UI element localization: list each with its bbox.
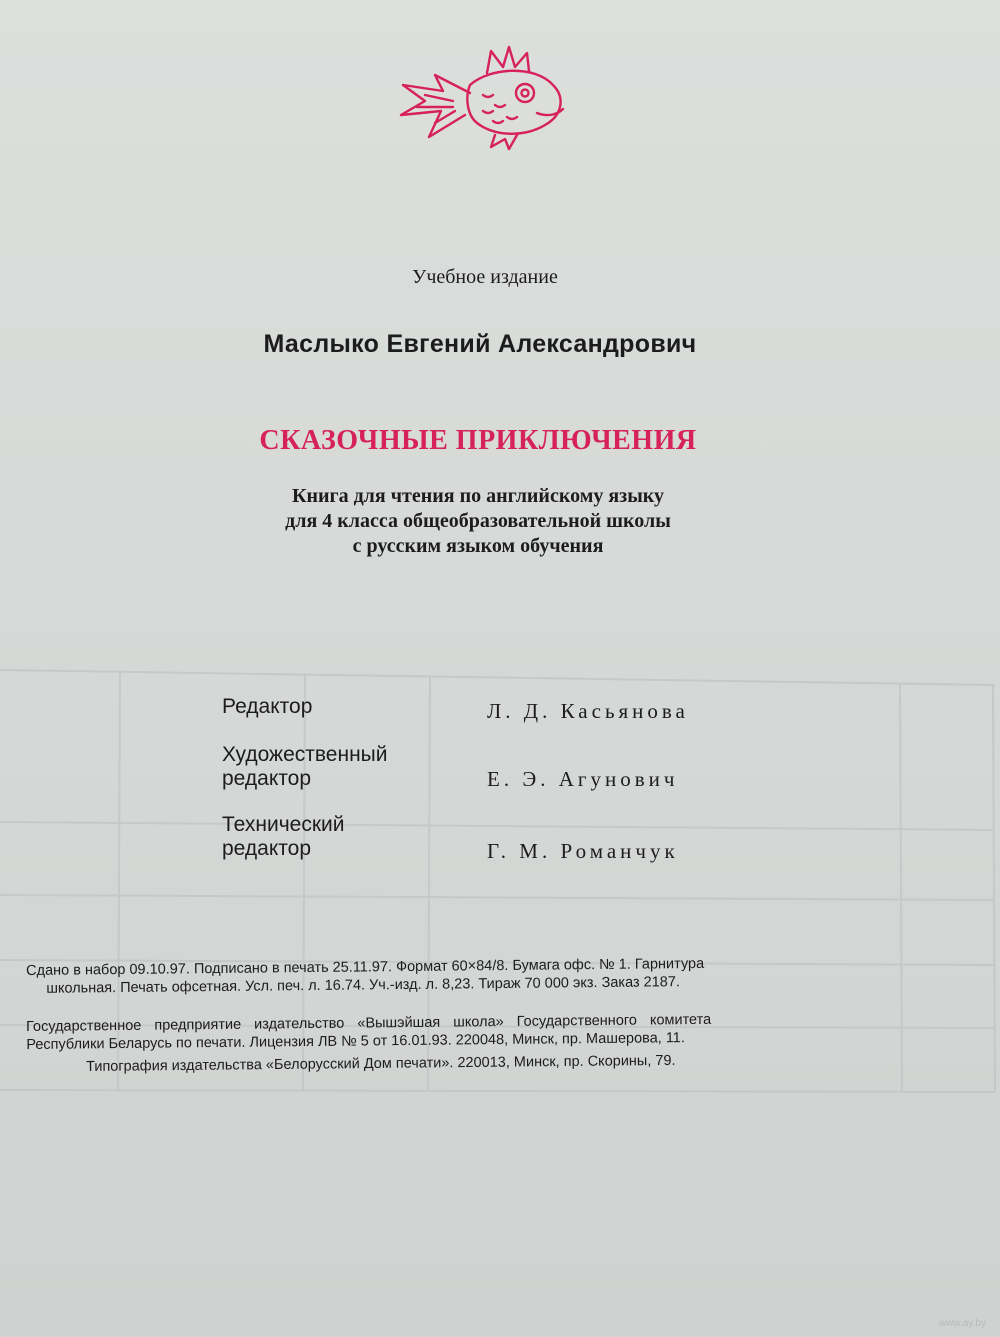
publisher-info: [26, 1009, 906, 1054]
imprint-line: Республики Беларусь по печати. Лицензия ЛВ № 5 от 16.01.93. 220048, Минск, пр. Машерова, 11.: [26, 1030, 685, 1053]
book-title: СКАЗОЧНЫЕ ПРИКЛЮЧЕНИЯ: [259, 425, 697, 456]
credit-role: Художественный редактор: [222, 743, 388, 790]
credit-person: Г. М. Романчук: [487, 839, 679, 863]
subtitle-line: Книга для чтения по английскому языку: [291, 485, 665, 507]
credit-person: Л. Д. Касьянова: [487, 699, 689, 723]
typesetting-info: [26, 953, 906, 998]
credit-person: Е. Э. Агунович: [487, 767, 679, 791]
site-watermark: www.ay.by: [938, 1318, 986, 1329]
credit-role: Технический редактор: [222, 813, 345, 860]
imprint-line: Сдано в набор 09.10.97. Подписано в печать 25.11.97. Формат 60×84/8. Бумага офс. № 1. Гарнитура: [26, 955, 705, 979]
credit-role: Редактор: [222, 695, 313, 718]
book-subtitle: [0, 484, 978, 559]
subtitle-line: с русским языком обучения: [352, 535, 604, 557]
author-name: Маслыко Евгений Александрович: [263, 330, 697, 358]
printer-info: [86, 1049, 966, 1076]
fish-icon: [395, 45, 570, 155]
edition-type: Учебное издание: [412, 266, 558, 288]
subtitle-line: для 4 класса общеобразовательной школы: [285, 510, 671, 532]
imprint-line: школьная. Печать офсетная. Усл. печ. л. 16.74. Уч.-изд. л. 8,23. Тираж 70 000 экз. Заказ 2187.: [46, 974, 680, 997]
imprint-line: Государственное предприятие издательство «Вышэйшая школа» Государственного комитета: [26, 1011, 712, 1035]
imprint-line: Типография издательства «Белорусский Дом печати». 220013, Минск, пр. Скорины, 79.: [86, 1052, 676, 1075]
